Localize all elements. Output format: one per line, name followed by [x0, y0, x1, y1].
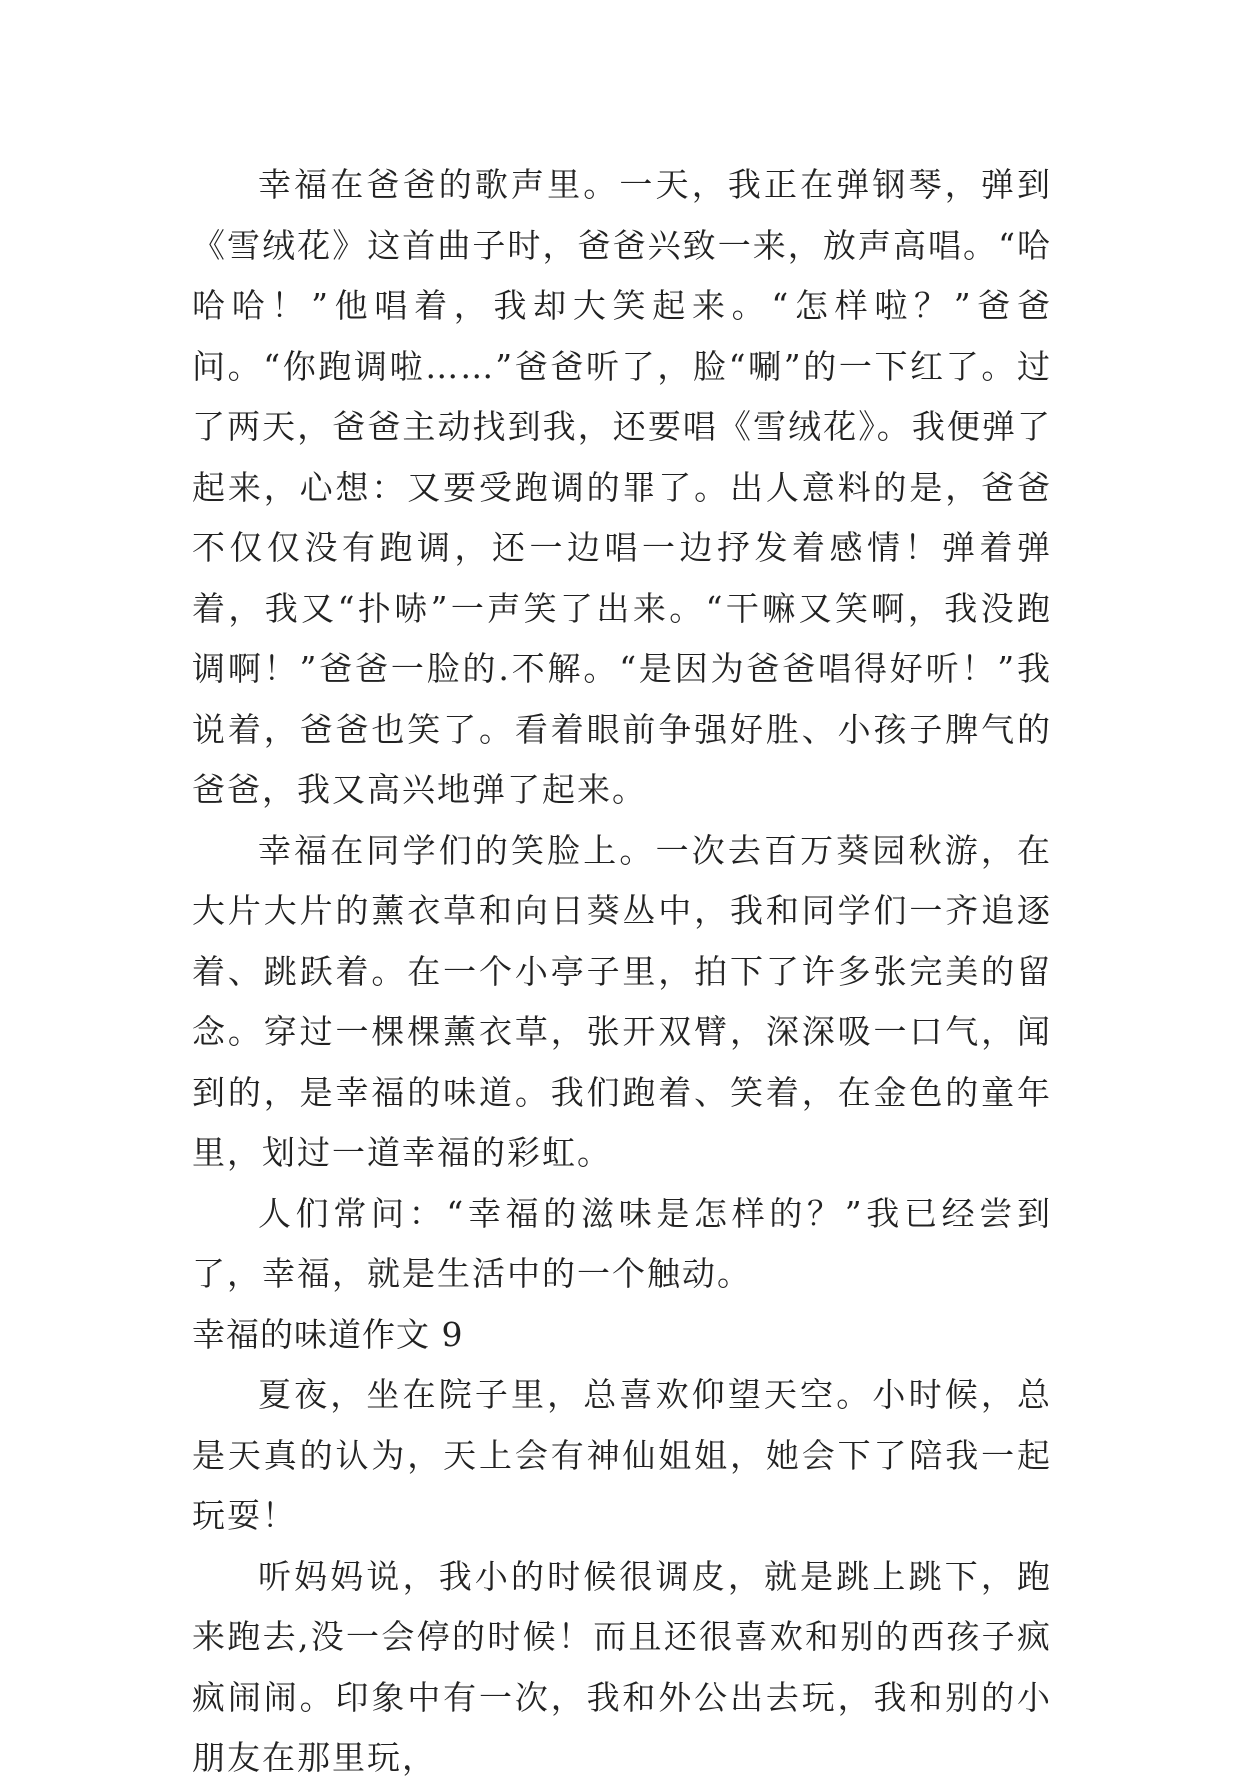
paragraph-classmates-smiles: 幸福在同学们的笑脸上。一次去百万葵园秋游，在大片大片的薰衣草和向日葵丛中，我和同学们一齐追逐着、跳跃着。在一个小亭子里，拍下了许多张完美的留念。穿过一棵棵薰衣草，张开双臂，深深吸一口气，闻到的，是幸福的味道。我们跑着、笑着，在金色的童年里，划过一道幸福的彩虹。 — [192, 830, 1052, 1172]
document-body — [192, 155, 1052, 1789]
paragraph-happiness-taste: 人们常问：“幸福的滋味是怎样的？”我已经尝到了，幸福，就是生活中的一个触动。 — [192, 1193, 1052, 1293]
paragraph-mother-says: 听妈妈说，我小的时候很调皮，就是跳上跳下，跑来跑去,没一会停的时候！而且还很喜欢和别的西孩子疯疯闹闹。印象中有一次，我和外公出去玩，我和别的小朋友在那里玩， — [192, 1556, 1052, 1777]
paragraph-summer-night: 夏夜，坐在院子里，总喜欢仰望天空。小时候，总是天真的认为，天上会有神仙姐姐，她会下了陪我一起玩耍！ — [192, 1375, 1052, 1535]
essay-heading: 幸福的味道作文 9 — [192, 1314, 464, 1354]
paragraph-father-singing: 幸福在爸爸的歌声里。一天，我正在弹钢琴，弹到《雪绒花》这首曲子时，爸爸兴致一来，放声高唱。“哈哈哈！”他唱着，我却大笑起来。“怎样啦？”爸爸问。“你跑调啦……”爸爸听了，脸“唰”的一下红了。过了两天，爸爸主动找到我，还要唱《雪绒花》。我便弹了起来，心想：又要受跑调的罪了。出人意料的是，爸爸不仅仅没有跑调，还一边唱一边抒发着感情！弹着弹着，我又“扑哧”一声笑了出来。“干嘛又笑啊，我没跑调啊！”爸爸一脸的.不解。“是因为爸爸唱得好听！”我说着，爸爸也笑了。看着眼前争强好胜、小孩子脾气的爸爸，我又高兴地弹了起来。 — [192, 165, 1052, 809]
